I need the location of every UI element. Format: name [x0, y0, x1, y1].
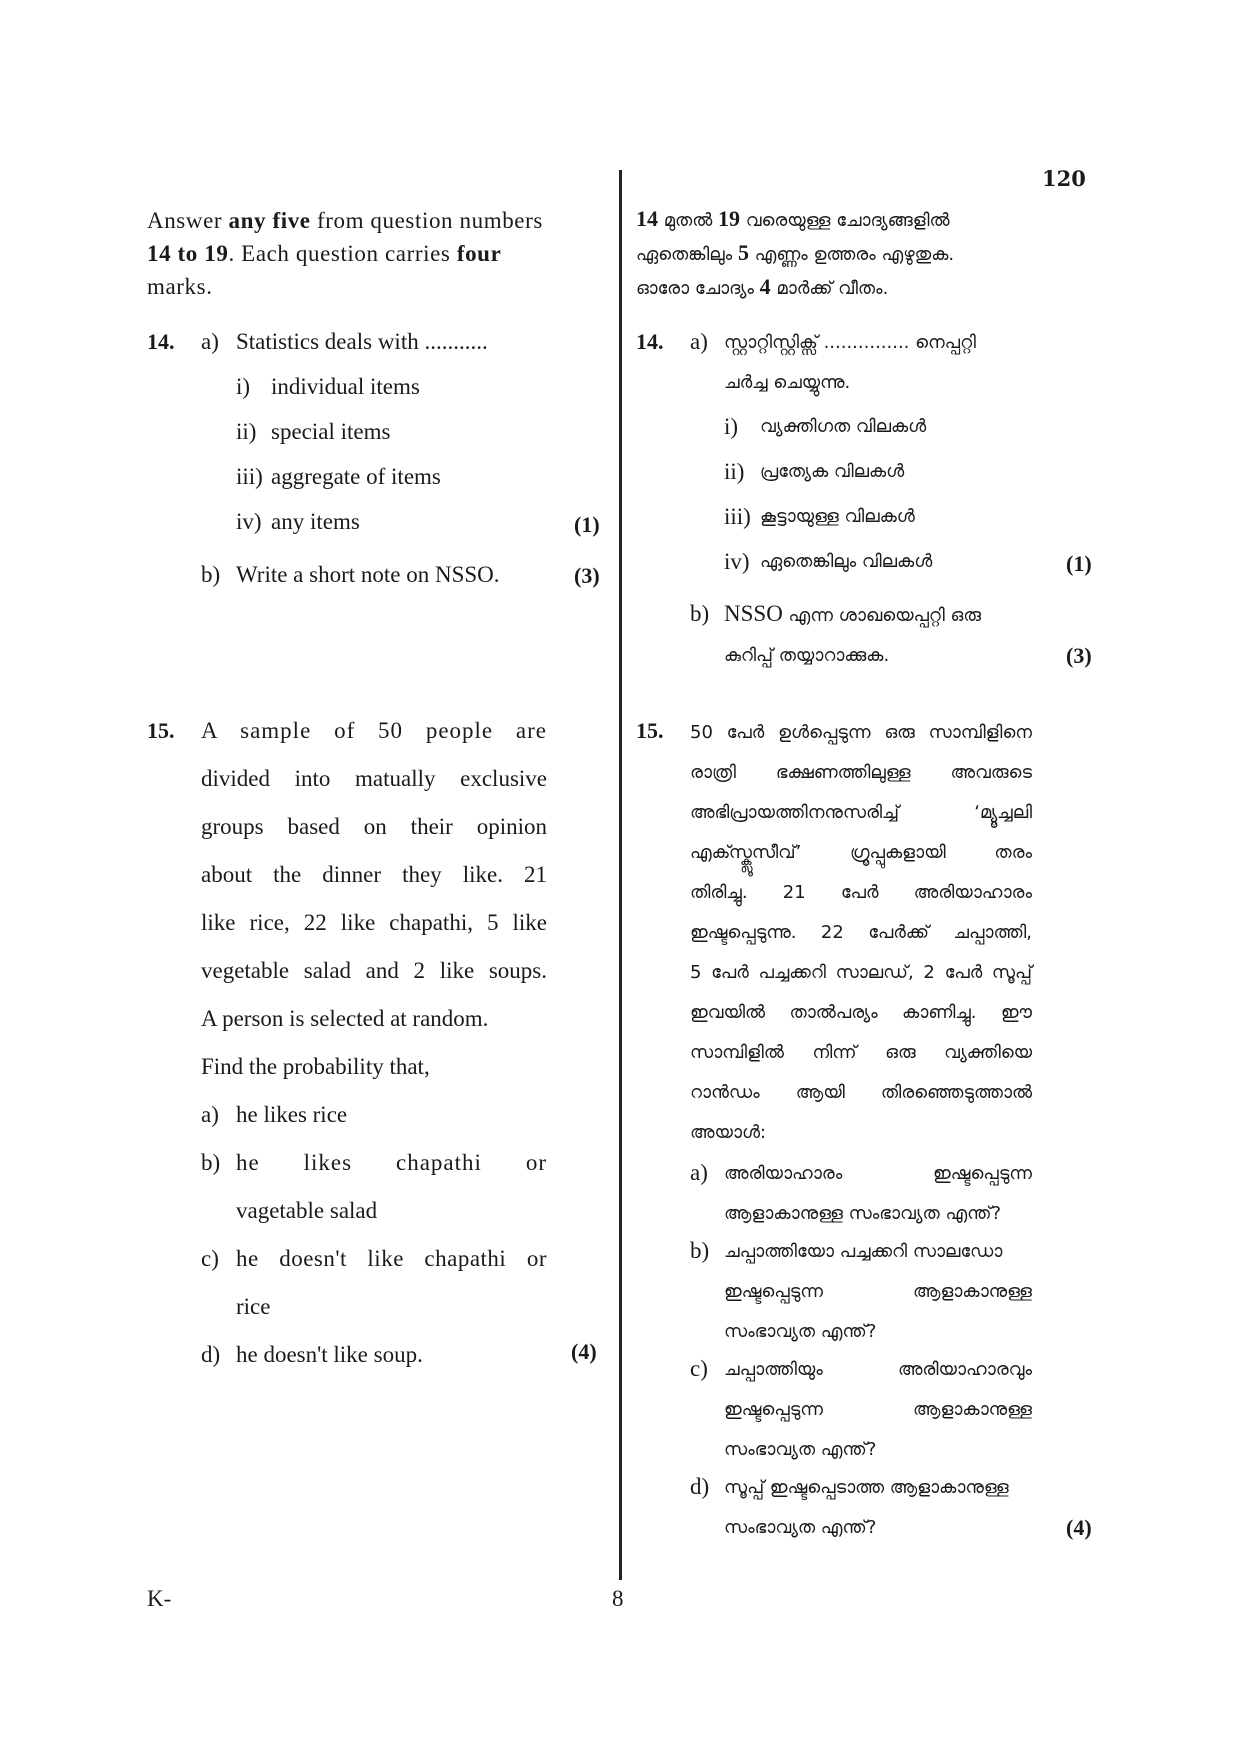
q15-ml-part-line: ഇഷ്ടപ്പെടുന്ന ആളാകാനുള്ള	[724, 1281, 1032, 1302]
q14-b-marks: (3)	[574, 563, 600, 588]
instructions-bold: four	[456, 241, 502, 266]
instructions-text: ഏതെങ്കിലും	[636, 244, 738, 265]
q15-part-text: he doesn't like soup.	[236, 1342, 423, 1367]
q15-ml-part-text: ചപ്പാത്തിയോ പച്ചക്കറി സാലഡോ	[724, 1241, 1003, 1262]
instructions-number: 5	[737, 240, 749, 265]
q15-ml-line	[690, 802, 1032, 823]
instructions-number: 14	[636, 206, 658, 231]
instructions-text: . Each question carries	[228, 241, 457, 266]
q14-b-text: Write a short note on NSSO.	[236, 562, 500, 587]
q14-ml-option-text: ഏതെങ്കിലും വിലകൾ	[760, 551, 933, 572]
q15-ml-line-text: എക്സ്ക്ലൂസീവ്’ ഗ്രൂപ്പുകളായി തരം	[690, 842, 1032, 863]
q14-option-label: iv)	[236, 509, 262, 534]
q15-ml-part-label: b)	[690, 1238, 710, 1263]
instructions-bold: 14 to 19	[147, 241, 229, 266]
instructions-text: വരെയുള്ള ചോദ്യങ്ങളിൽ	[739, 210, 950, 231]
q15-part-text	[236, 1150, 547, 1176]
q15-ml-part-label: d)	[690, 1474, 710, 1499]
q14-option-label: ii)	[236, 419, 257, 444]
q15-part-label: a)	[201, 1102, 219, 1127]
q14-ml-b-line-1	[724, 601, 981, 627]
q14-ml-b-acronym: NSSO	[724, 601, 783, 626]
q15-ml-line	[690, 762, 1032, 783]
q14-ml-b-line-2: കുറിപ്പ് തയ്യാറാക്കുക.	[724, 645, 890, 666]
instructions-bold: any five	[228, 208, 311, 233]
q15-ml-line-text: ഇഷ്ടപ്പെടുന്നു. 22 പേർക്ക് ചപ്പാത്തി,	[690, 922, 1032, 943]
q14-option-label: iii)	[236, 464, 263, 489]
q15-ml-line	[690, 1002, 1032, 1023]
q15-ml-line-text: സാമ്പിളിൽ നിന്ന് ഒരു വ്യക്തിയെ	[690, 1042, 1032, 1063]
q15-part-line: he doesn't like chapathi or	[236, 1246, 547, 1271]
q15-line	[201, 958, 547, 984]
q15-number: 15.	[147, 718, 175, 743]
q15-ml-line-text: രാത്രി ഭക്ഷണത്തിലുള്ള അവരുടെ	[690, 762, 1032, 783]
q15-line	[201, 910, 547, 936]
q14-option-text: aggregate of items	[271, 464, 441, 489]
footer-code: K-	[147, 1586, 172, 1611]
footer-page-number: 8	[612, 1586, 624, 1611]
q15-ml-line	[690, 842, 1032, 863]
q15-line: Find the probability that,	[201, 1054, 430, 1079]
instructions-text: എണ്ണം ഉത്തരം എഴുതുക.	[748, 244, 955, 265]
page-code: 120	[1042, 166, 1086, 191]
q14-ml-b-label: b)	[690, 601, 710, 626]
instructions-text: Answer	[147, 208, 229, 233]
q14-ml-option-label: ii)	[724, 459, 745, 484]
q15-marks: (4)	[571, 1339, 597, 1364]
instructions-malayalam-line-3	[636, 274, 888, 300]
q15-ml-part-text: സംഭാവ്യത എന്ത്?	[724, 1517, 877, 1538]
q14-ml-option-label: iv)	[724, 549, 750, 574]
q14-ml-option-label: i)	[724, 414, 739, 439]
q15-ml-part-text	[724, 1281, 1032, 1302]
q15-line	[201, 766, 547, 792]
q15-ml-part-text	[724, 1359, 1032, 1380]
instructions-malayalam-line-2	[636, 240, 954, 266]
q14-ml-option-text: കൂട്ടായുള്ള വിലകൾ	[760, 506, 915, 527]
q15-ml-part-line: അരിയാഹാരം ഇഷ്ടപ്പെടുന്ന	[724, 1163, 1032, 1184]
q15-part-text: he likes rice	[236, 1102, 348, 1127]
q15-ml-line	[690, 1082, 1032, 1103]
q14-option-text: special items	[271, 419, 391, 444]
q14-a-marks: (1)	[574, 512, 600, 537]
q14-ml-b-text: എന്ന ശാഖയെപ്പറ്റി ഒരു	[782, 605, 982, 626]
q15-ml-line-text: തിരിച്ചു. 21 പേർ അരിയാഹാരം	[690, 882, 1032, 903]
q15-part-label: c)	[201, 1246, 219, 1271]
q14-ml-option-text: പ്രത്യേക വിലകൾ	[760, 461, 905, 482]
q15-part-label: b)	[201, 1150, 221, 1175]
q15-ml-part-text	[724, 1399, 1032, 1420]
q14-option-text: individual items	[271, 374, 420, 399]
q15-ml-line-text: അഭിപ്രായത്തിനനുസരിച്ച് ‘മ്യൂച്ചലി	[690, 802, 1032, 823]
column-divider	[619, 170, 622, 1580]
q15-line	[201, 862, 547, 888]
q14-option-label: i)	[236, 374, 251, 399]
q15-ml-line	[690, 722, 1032, 743]
q15-ml-part-label: a)	[690, 1160, 708, 1185]
q15-line-text: groups based on their opinion	[201, 814, 547, 839]
q14-ml-b-marks: (3)	[1066, 643, 1092, 668]
q15-ml-line-text: റാൻഡം ആയി തിരഞ്ഞെടുത്താൽ	[690, 1082, 1032, 1103]
instructions-text: ഓരോ ചോദ്യം	[636, 278, 760, 299]
q15-line-text: about the dinner they like. 21	[201, 862, 547, 887]
instructions-text: മാർക്ക് വീതം.	[770, 278, 889, 299]
q15-line: A person is selected at random.	[201, 1006, 489, 1031]
instructions-text: marks.	[147, 274, 213, 299]
q15-ml-marks: (4)	[1066, 1515, 1092, 1540]
q15-ml-line-text: 50 പേർ ഉൾപ്പെടുന്ന ഒരു സാമ്പിളിനെ	[690, 722, 1032, 743]
q14-ml-a-text: ചർച്ച ചെയ്യുന്നു.	[724, 372, 851, 393]
instructions-text: from question numbers	[310, 208, 543, 233]
q14-b-label: b)	[201, 562, 221, 587]
q14-ml-a-marks: (1)	[1066, 551, 1092, 576]
q15-ml-part-line: ചപ്പാത്തിയും അരിയാഹാരവും	[724, 1359, 1032, 1380]
q15-line-text: A sample of 50 people are	[201, 718, 547, 743]
q15-ml-part-label: c)	[690, 1356, 708, 1381]
q15-part-text	[236, 1246, 547, 1272]
q15-part-label: d)	[201, 1342, 221, 1367]
instructions-malayalam-line-1	[636, 206, 950, 232]
q15-ml-part-text	[724, 1163, 1032, 1184]
q15-ml-line-text: ഇവയിൽ താൽപര്യം കാണിച്ചു. ഈ	[690, 1002, 1032, 1023]
instructions-text: മുതൽ	[658, 210, 718, 231]
q15-ml-part-text: സൂപ്പ് ഇഷ്ടപ്പെടാത്ത ആളാകാനുള്ള	[724, 1477, 1009, 1498]
q14-ml-option-label: iii)	[724, 504, 751, 529]
q14-ml-a-label: a)	[690, 329, 708, 354]
q15-part-text: vagetable salad	[236, 1198, 378, 1223]
q15-line	[201, 718, 547, 744]
q14-ml-option-text: വ്യക്തിഗത വിലകൾ	[760, 416, 927, 437]
instructions-english	[147, 204, 547, 303]
q14-ml-number: 14.	[636, 329, 664, 354]
instructions-number: 19	[717, 206, 740, 231]
q15-line-text: divided into matually exclusive	[201, 766, 547, 791]
q15-ml-part-text: സംഭാവ്യത എന്ത്?	[724, 1439, 877, 1460]
q14-a-label: a)	[201, 329, 219, 354]
q14-option-text: any items	[271, 509, 360, 534]
q14-ml-a-text: സ്റ്റാറ്റിസ്റ്റിക്സ് ............... നെപ്പറ്റി	[724, 332, 976, 353]
q15-line-text: vegetable salad and 2 like soups.	[201, 958, 547, 983]
q15-ml-part-text: ആളാകാനുള്ള സംഭാവ്യത എന്ത്?	[724, 1203, 1002, 1224]
q14-number: 14.	[147, 329, 175, 354]
q15-line	[201, 814, 547, 840]
q15-ml-line	[690, 922, 1032, 943]
q15-ml-line: അയാൾ:	[690, 1122, 767, 1143]
instructions-number: 4	[759, 274, 771, 299]
q14-a-text: Statistics deals with ...........	[236, 329, 488, 354]
q15-ml-line	[690, 1042, 1032, 1063]
q15-part-text: rice	[236, 1294, 271, 1319]
q15-ml-line-text: 5 പേർ പച്ചക്കറി സാലഡ്, 2 പേർ സൂപ്പ്	[690, 962, 1032, 983]
q15-ml-part-text: സംഭാവ്യത എന്ത്?	[724, 1321, 877, 1342]
q15-line-text: like rice, 22 like chapathi, 5 like	[201, 910, 547, 935]
q15-part-line: he likes chapathi or	[236, 1150, 547, 1175]
q15-ml-part-line: ഇഷ്ടപ്പെടുന്ന ആളാകാനുള്ള	[724, 1399, 1032, 1420]
q15-ml-line	[690, 882, 1032, 903]
q15-ml-number: 15.	[636, 718, 664, 743]
q15-ml-line	[690, 962, 1032, 983]
